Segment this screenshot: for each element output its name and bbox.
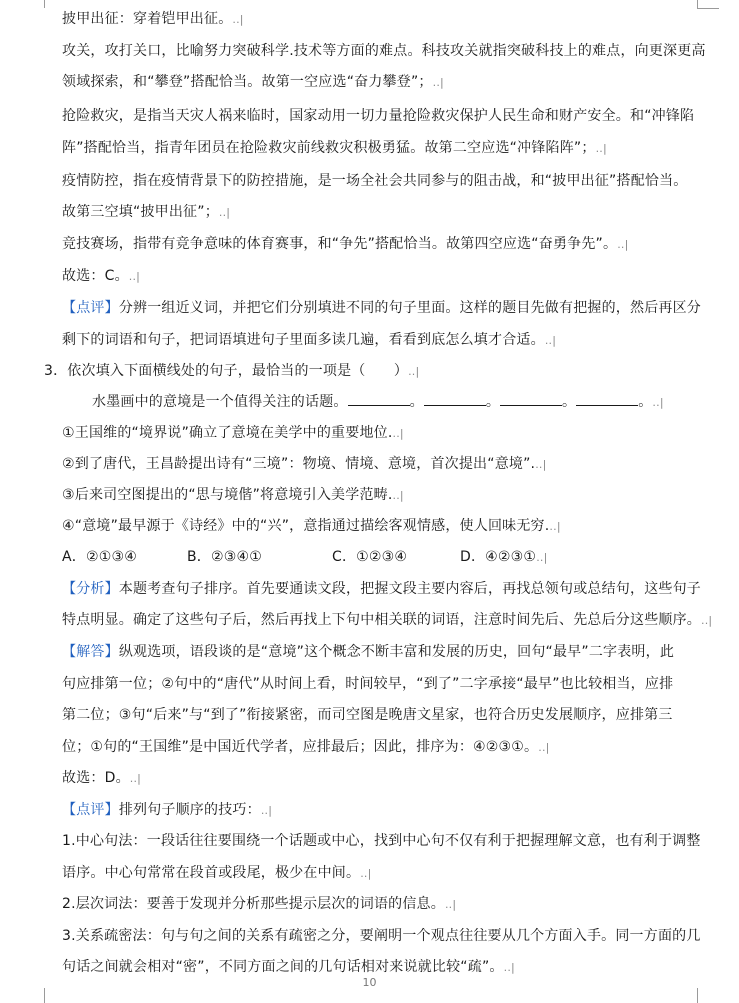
answer-blank-4 bbox=[576, 393, 638, 406]
text-line: 披甲出征：穿着铠甲出征。..| bbox=[62, 11, 244, 27]
sentence-1: ①王国维的“境界说”确立了意境在美学中的重要地位...| bbox=[62, 425, 404, 441]
analysis-line: 【分析】本题考查句子排序。首先要通读文段，把握文段主要内容后，再找总领句或总结句，这些句子 bbox=[62, 581, 702, 597]
answer-blank-3 bbox=[500, 393, 562, 406]
text-line: 特点明显。确定了这些句子后，然后再找上下句中相关联的词语，注意时间先后、先总后分这些顺序。..| bbox=[62, 612, 713, 628]
text-line: 故选：D。..| bbox=[62, 770, 142, 786]
text-line: 抢险救灾，是指当天灾人祸来临时，国家动用一切力量抢险救灾保护人民生命和财产安全。和“冲锋陷 bbox=[62, 108, 695, 124]
text-line: 竞技赛场，指带有竞争意味的体育赛事，和“争先”搭配恰当。故第四空应选“奋勇争先”。..| bbox=[62, 236, 629, 252]
text-line: 故第三空填“披甲出征”；..| bbox=[62, 204, 231, 220]
analysis-tag: 【分析】 bbox=[62, 581, 119, 597]
page-number: 10 bbox=[362, 976, 377, 989]
comment-tag: 【点评】 bbox=[62, 300, 119, 316]
option-a: A．②①③④ bbox=[62, 549, 137, 565]
text-line: 第二位；③句“后来”与“到了”衔接紧密，而司空图是晚唐文星家，也符合历史发展顺序，应排第三 bbox=[62, 707, 673, 723]
text-line: 语序。中心句常常在段首或段尾，极少在中间。..| bbox=[62, 865, 372, 881]
text-line: 领域探索，和“攀登”搭配恰当。故第一空应选“奋力攀登”；..| bbox=[62, 74, 444, 90]
text-line: 故选：C。..| bbox=[62, 268, 141, 284]
crop-mark-bottom-left-v bbox=[44, 988, 45, 1003]
option-b: B．②③④① bbox=[187, 549, 263, 565]
text-line: 位；①句的“王国维”是中国近代学者，应排最后；因此，排序为：④②③①。..| bbox=[62, 739, 550, 755]
comment-tag: 【点评】 bbox=[62, 802, 119, 818]
text-line: 3.关系疏密法：句与句之间的关系有疏密之分，要阐明一个观点往往要从几个方面入手。同一方面的几 bbox=[62, 928, 701, 944]
text-line: 2.层次词法：要善于发现并分析那些提示层次的词语的信息。..| bbox=[62, 896, 457, 912]
crop-mark-bottom-right-v bbox=[697, 988, 698, 1003]
text-line: 1.中心句法：一段话往往要围绕一个话题或中心，找到中心句不仅有利于把握理解文意，也有利于调整 bbox=[62, 833, 701, 849]
option-c: C．①②③④ bbox=[332, 549, 408, 565]
answer-blank-2 bbox=[424, 393, 486, 406]
crop-mark-top-right-h bbox=[697, 8, 719, 9]
option-d: D．④②③① bbox=[460, 549, 537, 565]
crop-mark-top-right-v bbox=[697, 0, 698, 8]
sentence-4: ④“意境”最早源于《诗经》中的“兴”，意指通过描绘客观情感，使人回味无穷...| bbox=[62, 518, 561, 534]
crop-mark-top-left-v bbox=[44, 0, 45, 8]
answer-options: A．②①③④ B．②③④① C．①②③④ D．④②③①..| bbox=[62, 549, 548, 565]
text-line: 句应排第一位；②句中的“唐代”从时间上看，时间较早，“到了”二字承接“最早”也比较相当，应排 bbox=[62, 676, 674, 692]
sentence-3: ③后来司空图提出的“思与境偕”将意境引入美学范畴...| bbox=[62, 487, 404, 503]
text-line: 疫情防控，指在疫情背景下的防控措施，是一场全社会共同参与的阻击战，和“披甲出征”搭配恰当。 bbox=[62, 173, 688, 189]
comment-line: 【点评】排列句子顺序的技巧：..| bbox=[62, 802, 273, 818]
answer-blank-1 bbox=[348, 393, 410, 406]
comment-line: 【点评】分辨一组近义词，并把它们分别填进不同的句子里面。这样的题目先做有把握的，然后再区分 bbox=[62, 300, 702, 316]
question-passage: 水墨画中的意境是一个值得关注的话题。 。 。 。 。..| bbox=[92, 394, 664, 410]
answer-tag: 【解答】 bbox=[62, 644, 119, 660]
question-3-stem: 3．依次填入下面横线处的句子，最恰当的一项是（ ）..| bbox=[44, 363, 420, 379]
text-line: 句话之间就会相对“密”，不同方面之间的几句话相对来说就比较“疏”。..| bbox=[62, 959, 515, 975]
text-line: 阵”搭配恰当，指青年团员在抢险救灾前线救灾积极勇猛。故第二空应选“冲锋陷阵”；..| bbox=[62, 140, 607, 156]
text-line: 剩下的词语和句子，把词语填进句子里面多读几遍，看看到底怎么填才合适。..| bbox=[62, 332, 557, 348]
sentence-2: ②到了唐代，王昌龄提出诗有“三境”：物境、情境、意境，首次提出“意境”...| bbox=[62, 456, 547, 472]
answer-line: 【解答】纵观选项，语段谈的是“意境”这个概念不断丰富和发展的历史，回句“最早”二字表明，此 bbox=[62, 644, 675, 660]
text-line: 攻关，攻打关口，比喻努力突破科学.技术等方面的难点。科技攻关就指突破科技上的难点，向更深更高 bbox=[62, 43, 706, 59]
